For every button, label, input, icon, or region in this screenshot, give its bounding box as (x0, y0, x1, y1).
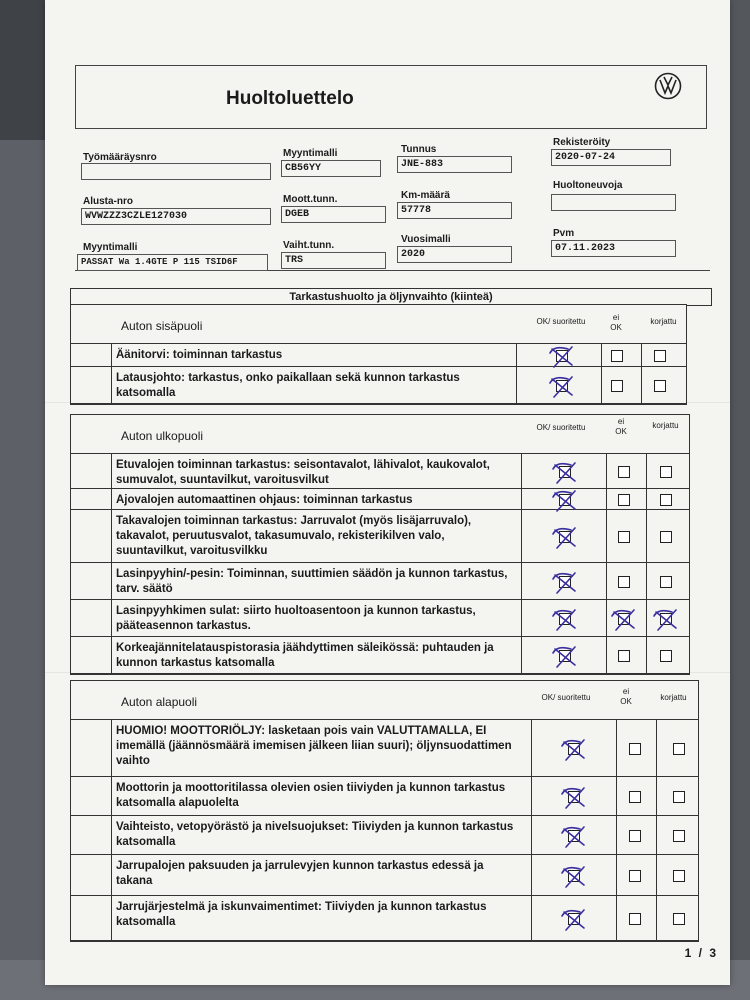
section-header (71, 415, 689, 454)
not-ok-checkbox[interactable] (611, 350, 623, 362)
registration-plate-field: JNE-883 (397, 156, 512, 173)
checklist-row (71, 816, 698, 855)
row-text: Etuvalojen toiminnan tarkastus: seisontavalot, lähivalot, kaukovalot, sumuvalot, suuntavilkut, varoitusvilkut (116, 459, 490, 486)
not-ok-checkbox[interactable] (629, 913, 641, 925)
not-ok-checkbox[interactable] (618, 494, 630, 506)
service-date-field: 07.11.2023 (551, 240, 676, 257)
row-text: Takavalojen toiminnan tarkastus: Jarruvalot (myös lisäjarruvalo), takavalot, peruutusvalot, takasumuvalo, rekisterikilven valo, suuntavilkut, varoitusvilkku (116, 515, 472, 557)
registered-date-field: 2020-07-24 (551, 149, 671, 166)
handwritten-check-mark (558, 782, 592, 812)
header-label: Huoltoneuvoja (553, 180, 623, 191)
handwritten-check-mark (549, 457, 583, 487)
header-label: Alusta-nro (83, 196, 133, 207)
checklist-row (71, 344, 686, 367)
repaired-checkbox[interactable] (654, 380, 666, 392)
checklist-row (71, 896, 698, 941)
mileage-field: 57778 (397, 202, 512, 219)
checklist-row (71, 563, 689, 600)
repaired-checkbox[interactable] (660, 650, 672, 662)
checklist-row (71, 367, 686, 404)
col-notok-header: ei OK (615, 417, 627, 436)
column-divider (656, 719, 657, 941)
section-title: Auton sisäpuoli (121, 319, 203, 333)
row-text: Ajovalojen automaattinen ohjaus: toiminnan tarkastus (116, 494, 413, 506)
handwritten-check-mark (546, 371, 580, 401)
col-notok-header: ei OK (620, 687, 632, 706)
section-underside (70, 680, 699, 942)
col-repaired-header: korjattu (660, 693, 687, 702)
row-text: HUOMIO! MOOTTORIÖLJY: lasketaan pois vain VALUTTAMALLA, EI imemällä (jäännösmäärä imemisen jälkeen liian suuri); öljynsuodattimen vaihto (116, 725, 512, 767)
column-divider (616, 719, 617, 941)
header-label: Vuosimalli (401, 234, 451, 245)
checklist-row (71, 600, 689, 637)
engine-code-field: DGEB (281, 206, 386, 223)
section-title: Auton alapuoli (121, 695, 198, 709)
col-notok-header: ei OK (610, 313, 622, 332)
repaired-checkbox[interactable] (660, 576, 672, 588)
handwritten-check-mark (558, 904, 592, 934)
header-label: Pvm (553, 228, 575, 239)
repaired-checkbox[interactable] (660, 494, 672, 506)
section-interior (70, 304, 687, 405)
col-repaired-header: korjattu (652, 421, 679, 430)
handwritten-check-mark (549, 522, 583, 552)
page-number: 1 / 3 (684, 946, 718, 960)
header-label: Myyntimalli (83, 242, 138, 253)
handwritten-check-mark (558, 734, 592, 764)
header-label: Vaiht.tunn. (283, 240, 335, 251)
handwritten-check-mark (650, 604, 684, 634)
handwritten-check-mark (558, 821, 592, 851)
col-ok-header: OK/ suoritettu (536, 423, 586, 432)
checklist-row (71, 777, 698, 816)
model-description-field: PASSAT Wa 1.4GTE P 115 TSID6F (77, 254, 268, 271)
not-ok-checkbox[interactable] (618, 466, 630, 478)
vw-logo-icon (654, 72, 682, 100)
sales-model-code-field: CB56YY (281, 160, 381, 177)
checklist-row (71, 855, 698, 896)
checklist-row (71, 489, 689, 510)
not-ok-checkbox[interactable] (629, 743, 641, 755)
row-text: Korkeajännitelatauspistorasia jäähdyttimen säleikössä: puhtauden ja kunnon tarkastus katsomalla (116, 642, 494, 669)
title-box (75, 65, 707, 129)
handwritten-check-mark (549, 567, 583, 597)
not-ok-checkbox[interactable] (618, 576, 630, 588)
column-divider (531, 719, 532, 941)
header-label: Km-määrä (401, 190, 450, 201)
handwritten-check-mark (608, 604, 642, 634)
work-order-field (81, 163, 271, 180)
column-divider (111, 719, 112, 941)
row-text: Äänitorvi: toiminnan tarkastus (116, 349, 283, 361)
header-label: Työmääräysnro (83, 152, 157, 163)
row-text: Jarrujärjestelmä ja iskunvaimentimet: Tiiviyden ja kunnon tarkastus katsomalla (116, 901, 487, 928)
column-divider (516, 343, 517, 404)
handwritten-check-mark (549, 641, 583, 671)
column-divider (111, 343, 112, 404)
handwritten-check-mark (558, 861, 592, 891)
not-ok-checkbox[interactable] (629, 791, 641, 803)
header-label: Myyntimalli (283, 148, 338, 159)
repaired-checkbox[interactable] (654, 350, 666, 362)
section-header (71, 305, 686, 344)
row-text: Lasinpyyhkimen sulat: siirto huoltoasentoon ja kunnon tarkastus, pääteasennon tarkastus. (116, 605, 476, 632)
repaired-checkbox[interactable] (660, 466, 672, 478)
repaired-checkbox[interactable] (673, 870, 685, 882)
service-checklist-page (45, 0, 730, 985)
document-title: Huoltoluettelo (226, 88, 354, 109)
chassis-number-field: WVWZZZ3CZLE127030 (81, 208, 271, 225)
service-advisor-field (551, 194, 676, 211)
not-ok-checkbox[interactable] (629, 830, 641, 842)
not-ok-checkbox[interactable] (618, 531, 630, 543)
not-ok-checkbox[interactable] (618, 650, 630, 662)
repaired-checkbox[interactable] (673, 913, 685, 925)
repaired-checkbox[interactable] (673, 830, 685, 842)
checklist-row (71, 454, 689, 489)
checklist-row (71, 637, 689, 674)
repaired-checkbox[interactable] (673, 791, 685, 803)
row-text: Vaihteisto, vetopyörästö ja nivelsuojukset: Tiiviyden ja kunnon tarkastus katsomalla (116, 821, 514, 848)
checklist-row (71, 510, 689, 563)
handwritten-check-mark (549, 604, 583, 634)
repaired-checkbox[interactable] (660, 531, 672, 543)
section-exterior (70, 414, 690, 675)
section-header (71, 681, 698, 720)
row-text: Jarrupalojen paksuuden ja jarrulevyjen kunnon tarkastus edessä ja takana (116, 860, 484, 887)
not-ok-checkbox[interactable] (629, 870, 641, 882)
row-text: Latausjohto: tarkastus, onko paikallaan sekä kunnon tarkastus katsomalla (116, 372, 460, 399)
column-divider (601, 343, 602, 404)
column-divider (646, 453, 647, 674)
header-label: Moott.tunn. (283, 194, 338, 205)
repaired-checkbox[interactable] (673, 743, 685, 755)
column-divider (521, 453, 522, 674)
header-label: Rekisteröity (553, 137, 611, 148)
header-label: Tunnus (401, 144, 437, 155)
column-divider (111, 453, 112, 674)
column-divider (606, 453, 607, 674)
row-text: Moottorin ja moottoritilassa olevien osien tiiviyden ja kunnon tarkastus katsomalla alapuolelta (116, 782, 506, 809)
model-year-field: 2020 (397, 246, 512, 263)
col-repaired-header: korjattu (650, 317, 677, 326)
col-ok-header: OK/ suoritettu (536, 317, 586, 326)
checklist-row (71, 720, 698, 777)
service-type-title: Tarkastushuolto ja öljynvaihto (kiinteä) (70, 288, 712, 306)
row-text: Lasinpyyhin/-pesin: Toiminnan, suuttimien säädön ja kunnon tarkastus, tarv. säätö (116, 568, 508, 595)
not-ok-checkbox[interactable] (611, 380, 623, 392)
gearbox-code-field: TRS (281, 252, 386, 269)
section-title: Auton ulkopuoli (121, 429, 204, 443)
col-ok-header: OK/ suoritettu (541, 693, 591, 702)
column-divider (641, 343, 642, 404)
